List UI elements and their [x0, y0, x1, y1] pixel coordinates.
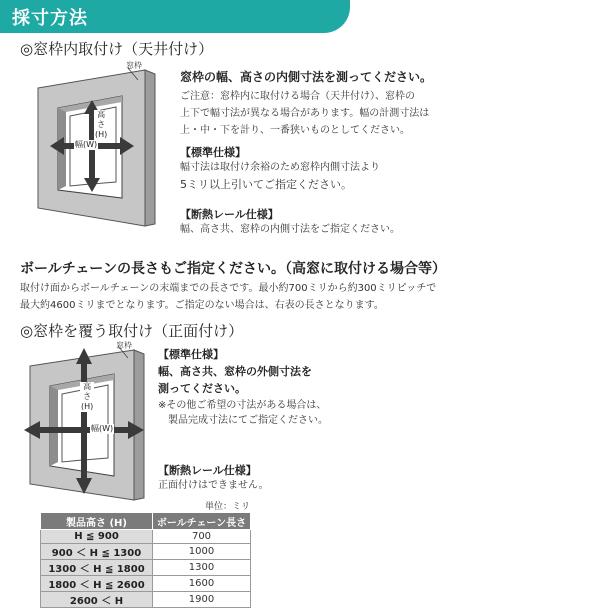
- section2-title: ◎窓枠を覆う取付け（正面付け）: [20, 322, 244, 340]
- outside-standard-heading: 【標準仕様】: [158, 348, 224, 361]
- table-header-chain: ボールチェーン長さ: [153, 513, 251, 530]
- page-title: 採寸方法: [12, 8, 88, 29]
- height-label-2: 高 さ (H): [81, 382, 94, 411]
- inside-standard-heading: 【標準仕様】: [180, 146, 246, 159]
- table-row: [41, 530, 251, 544]
- width-label-2: 幅(W): [91, 424, 114, 433]
- section1-title: ◎窓枠内取付け（天井付け）: [20, 40, 214, 58]
- table-cell-height: 2600 ＜ H: [41, 592, 153, 608]
- table-cell-chain: 700: [153, 530, 251, 544]
- table-row: [41, 560, 251, 576]
- table-unit: 単位：ミリ: [205, 502, 251, 512]
- outside-standard-text: 幅、高さ共、窓枠の外側寸法を 測ってください。: [158, 365, 312, 395]
- window-frame-side: [145, 70, 155, 226]
- table-cell-height: 1300 ＜ H ≦ 1800: [41, 560, 153, 576]
- table-row: [41, 544, 251, 560]
- outside-insulation-text: 正面付けはできません。: [158, 480, 269, 491]
- inside-note: ご注意：窓枠内に取付ける場合（天井付け）、窓枠の 上下で幅寸法が異なる場合があります。幅の計測寸法は 上・中・下を計り、一番狭いものとしてください。: [180, 91, 430, 136]
- inside-insulation-text: 幅、高さ共、窓枠の内側寸法をご指定ください。: [180, 224, 400, 235]
- table-cell-height: 1800 ＜ H ≦ 2600: [41, 576, 153, 592]
- table-cell-chain: 1600: [153, 576, 251, 592]
- table-cell-chain: 1900: [153, 592, 251, 608]
- frame-label-2: 窓枠: [116, 341, 132, 350]
- outside-insulation-heading: 【断熱レール仕様】: [158, 464, 257, 477]
- chain-length-table: [40, 512, 251, 608]
- inside-insulation-heading: 【断熱レール仕様】: [180, 208, 279, 221]
- outside-mount-diagram: [22, 338, 162, 503]
- table-cell-height: H ≦ 900: [41, 530, 153, 544]
- chain-heading: ボールチェーンの長さもご指定ください。（高窓に取付ける場合等）: [20, 261, 447, 277]
- width-label-1: 幅(W): [75, 140, 98, 149]
- inside-standard-text: 幅寸法は取付け余裕のため窓枠内側寸法より 5ミリ以上引いてご指定ください。: [180, 162, 380, 191]
- height-arrow-up-icon: [76, 348, 92, 364]
- table-cell-height: 900 ＜ H ≦ 1300: [41, 544, 153, 560]
- frame-label-1: 窓枠: [126, 61, 142, 70]
- table-row: [41, 576, 251, 592]
- inside-main-instruction: 窓枠の幅、高さの内側寸法を測ってください。: [180, 70, 433, 84]
- table-header-height: 製品高さ (H): [41, 513, 153, 530]
- window-frame-side: [134, 350, 144, 500]
- chain-text: 取付け面からボールチェーンの末端までの長さです。最小約700ミリから約300ミリピッチで 最大約4600ミリまでとなります。ご指定のない場合は、右表の長さとなります。: [20, 283, 437, 311]
- outside-note: ※その他ご希望の寸法がある場合は、 製品完成寸法にてご指定ください。: [158, 400, 328, 426]
- table-cell-chain: 1000: [153, 544, 251, 560]
- height-label-1: 高 さ (H): [95, 110, 108, 139]
- table-cell-chain: 1300: [153, 560, 251, 576]
- inside-mount-diagram: [30, 58, 170, 228]
- table-header-row: [41, 513, 251, 530]
